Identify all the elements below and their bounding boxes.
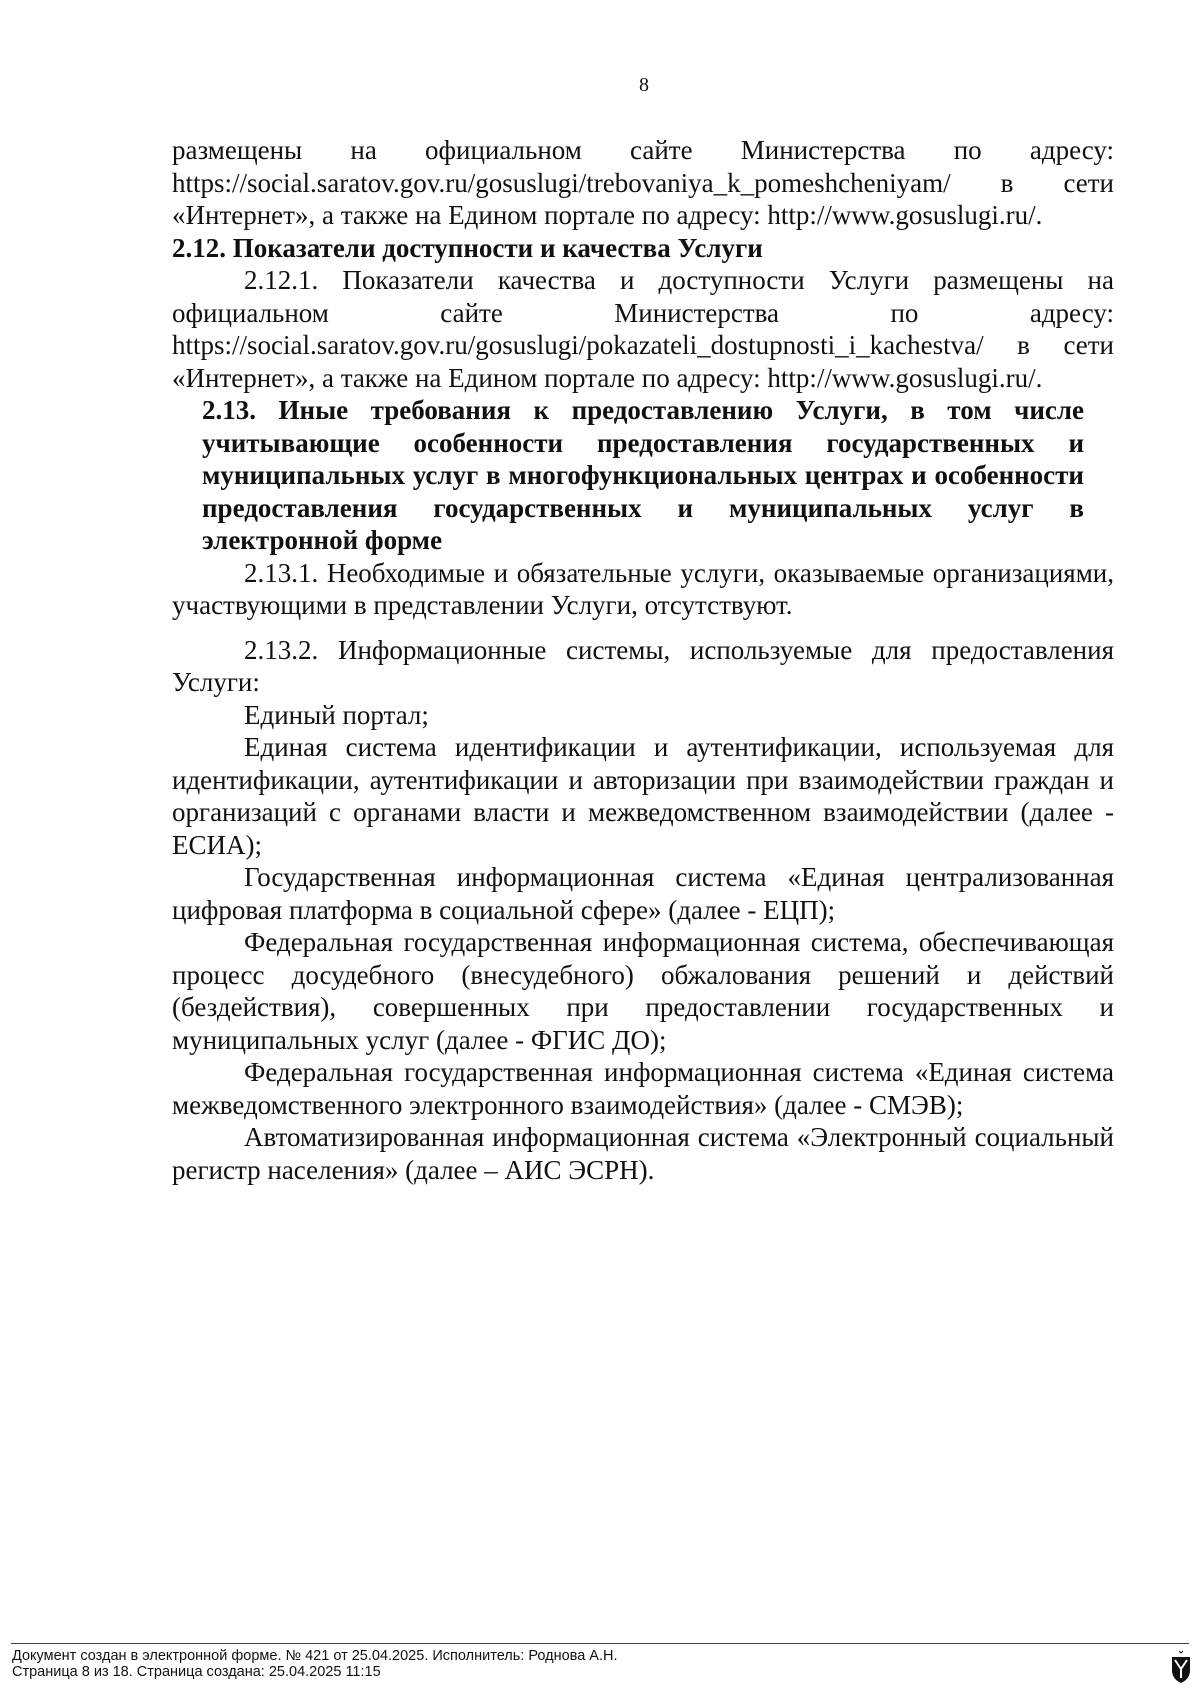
list-item-ais-esrn: Автоматизированная информационная система «Электронный социальный регистр населения» (далее – АИС ЭСРН). [172,1122,1114,1185]
list-item-smev: Федеральная государственная информационная система «Единая система межведомственного электронного взаимодействия» (далее - СМЭВ); [172,1057,1114,1120]
footer-divider [11,1643,1189,1644]
paragraph-2-12-1: 2.12.1. Показатели качества и доступности Услуги размещены на официальном сайте Министерства по адресу: https://social.saratov.gov.ru/gosuslugi/pokazateli_dostupnosti_i_kachestva/ в сети «Интернет», а также на Едином портале по адресу: http://www.gosuslugi.ru/. [172,265,1114,393]
document-footer [12,1648,618,1680]
list-item-ecp: Государственная информационная система «Единая централизованная цифровая платформа в социальной сфере» (далее - ЕЦП); [172,862,1114,925]
section-heading-2-12: 2.12. Показатели доступности и качества Услуги [172,232,763,263]
footer-line-1: Документ создан в электронной форме. № 421 от 25.04.2025. Исполнитель: Роднова А.Н. [12,1648,618,1664]
paragraph-2-13-1: 2.13.1. Необходимые и обязательные услуги, оказываемые организациями, участвующими в представлении Услуги, отсутствуют. [172,557,1114,620]
coat-of-arms-icon [1170,1650,1192,1684]
footer-line-2: Страница 8 из 18. Страница создана: 25.04.2025 11:15 [12,1664,381,1680]
section-heading-2-13: 2.13. Иные требования к предоставлению Услуги, в том числе учитывающие особенности предоставления государственных и муниципальных услуг в многофункциональных центрах и особенности предоставления государственных и муниципальных услуг в электронной форме [202,395,1084,555]
list-item-esia: Единая система идентификации и аутентификации, используемая для идентификации, аутентификации и авторизации при взаимодействии граждан и организаций с органами власти и межведомственном взаимодействии (далее - ЕСИА); [172,732,1114,860]
list-item-fgis-do: Федеральная государственная информационная система, обеспечивающая процесс досудебного (внесудебного) обжалования решений и действий (бездействия), совершенных при предоставлении государственных и муниципальных услуг (далее - ФГИС ДО); [172,927,1114,1055]
page-number: 8 [639,74,649,96]
document-body [172,134,1114,1186]
paragraph-2-13-2: 2.13.2. Информационные системы, используемые для предоставления Услуги: [172,634,1114,697]
paragraph-continuation: размещены на официальном сайте Министерства по адресу: https://social.saratov.gov.ru/gosuslugi/trebovaniya_k_pomeshcheniyam/ в сети «Интернет», а также на Едином портале по адресу: http://www.gosuslugi.ru/. [172,135,1114,230]
list-item-single-portal: Единый портал; [244,699,429,730]
